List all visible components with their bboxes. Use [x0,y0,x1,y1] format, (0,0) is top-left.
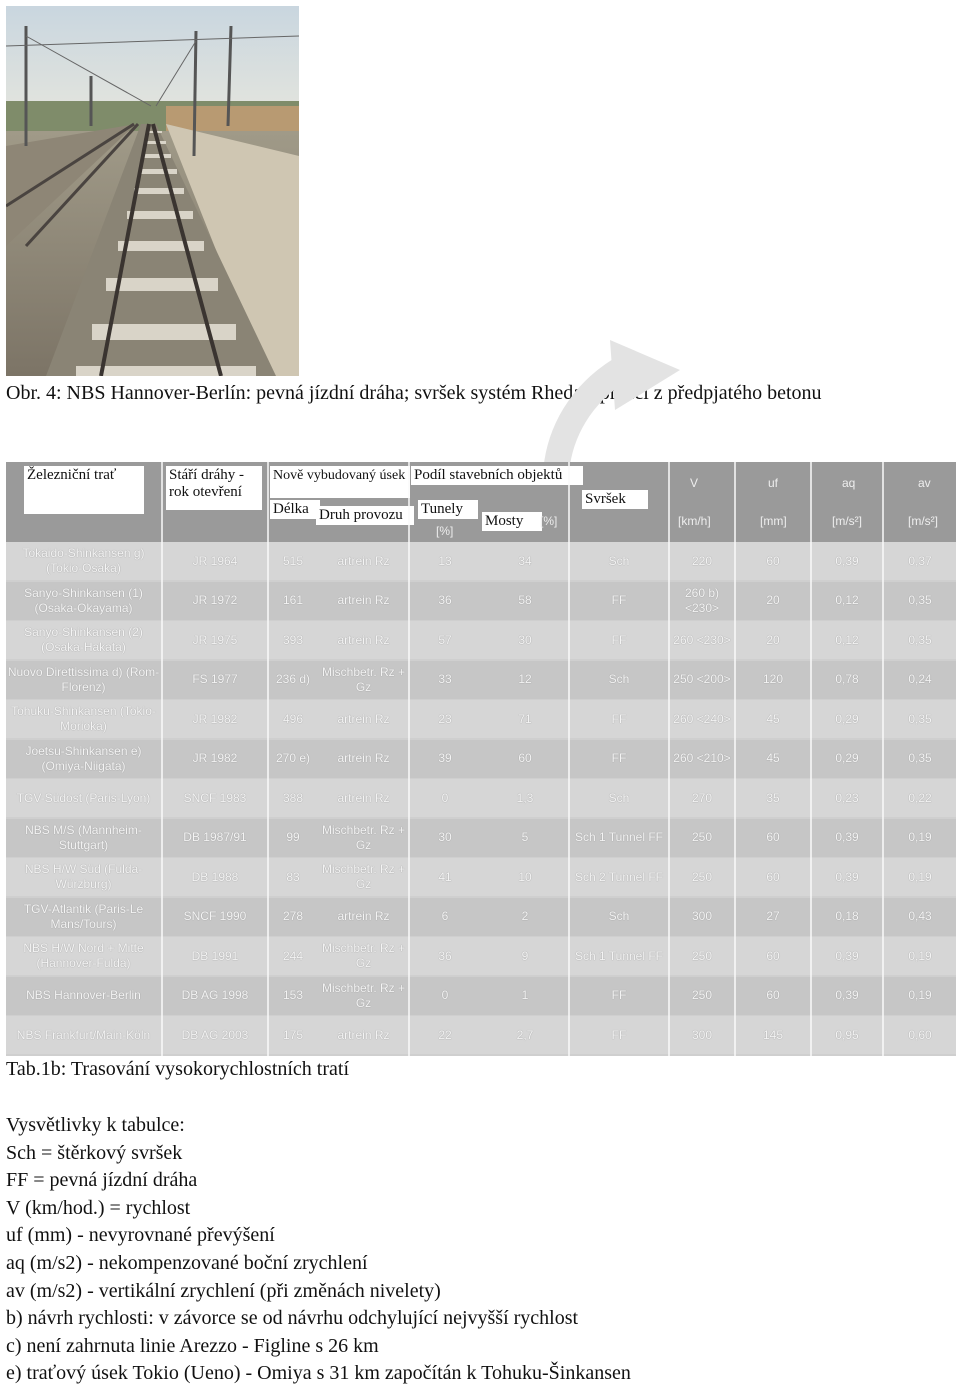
cell-av: 0,60 [908,1027,932,1042]
cell-v: 250 <200> [673,672,731,686]
header-aq: aq [842,476,856,490]
cell-delka: 153 [282,988,304,1002]
cell-trat: NBS Frankfurt/Main-Köln [16,1027,151,1042]
header-druh: Druh provozu [316,506,414,525]
header-stari: Stáří dráhy - rok otevření [166,466,262,510]
cell-svrsek: Sch [608,672,630,686]
cell-av: 0,19 [908,948,932,963]
column-divider [568,462,570,1056]
cell-trat: Tokaido-Shinkansen g) (Tokio-Osaka) [22,546,145,575]
cell-uf: 60 [766,553,780,568]
cell-tunely: 39 [438,751,452,765]
cell-rok: DB 1991 [191,948,239,963]
cell-tunely: 0 [441,988,449,1002]
cell-v: 250 [691,988,713,1002]
cell-aq: 0,39 [835,553,859,568]
cell-tunely: 22 [438,1027,452,1042]
cell-aq: 0,29 [835,711,859,726]
cell-trat: Sanyo-Shinkansen (2) (Osaka-Hakata) [24,625,143,654]
cell-mosty: 12 [518,672,532,686]
cell-tunely: 30 [438,830,452,844]
header-v: V [690,476,699,490]
cell-mosty: 10 [518,869,532,884]
cell-svrsek: FF [611,593,627,607]
cell-v: 300 [691,909,713,923]
header-tunely: Tunely [418,500,478,519]
header-uf: uf [768,476,779,490]
cell-rok: DB AG 1998 [181,988,249,1002]
cell-delka: 515 [282,553,304,568]
cell-delka: 99 [286,830,300,844]
table-row [6,661,956,699]
cell-v: 250 [691,948,713,963]
cell-rok: SNCF 1990 [183,909,247,923]
legend-title: Vysvětlivky k tabulce: [6,1114,185,1136]
cell-uf: 60 [766,869,780,884]
cell-rok: DB 1987/91 [183,830,247,844]
cell-av: 0,19 [908,830,932,844]
cell-tunely: 23 [438,711,452,726]
cell-rok: JR 1982 [192,711,238,726]
cell-aq: 0,78 [835,672,859,686]
cell-mosty: 2 [521,909,529,923]
cell-aq: 0,39 [835,988,859,1002]
cell-av: 0,35 [908,711,932,726]
legend-item: V (km/hod.) = rychlost [6,1196,191,1219]
legend-item: uf (mm) - nevyrovnané převýšení [6,1224,275,1247]
header-podil: Podíl stavebních objektů [411,466,583,485]
cell-aq: 0,18 [835,909,859,923]
cell-trat: Sanyo-Shinkansen (1) (Osaka-Okayama) [24,585,143,615]
column-divider [734,462,736,1056]
cell-svrsek: Sch [608,553,630,568]
cell-tunely: 41 [438,869,452,884]
cell-svrsek: Sch 1 Tunnel FF [574,948,664,963]
legend-item: e) traťový úsek Tokio (Ueno) - Omiya s 31 km započítán k Tohuku-Šinkansen [6,1362,631,1385]
cell-tunely: 13 [438,553,452,568]
cell-av: 0,19 [908,988,932,1002]
column-divider [810,462,812,1056]
cell-delka: 175 [282,1027,304,1042]
cell-rok: DB 1988 [191,869,239,884]
cell-tunely: 36 [438,948,452,963]
cell-rok: JR 1964 [192,553,238,568]
cell-aq: 0,23 [835,790,859,805]
header-aq-unit: [m/s²] [832,514,862,528]
cell-trat: NBS H/W Süd (Fulda-Würzburg) [24,862,143,891]
cell-svrsek: FF [611,711,627,726]
cell-tunely: 6 [441,909,449,923]
cell-tunely: 36 [438,593,452,607]
cell-aq: 0,39 [835,869,859,884]
cell-uf: 60 [766,948,780,963]
column-divider [882,462,884,1056]
cell-svrsek: Sch [608,909,630,923]
cell-av: 0,43 [908,909,932,923]
cell-rok: DB AG 2003 [181,1027,249,1042]
header-delka: Délka [270,500,320,519]
cell-druh: artrein Rz [337,1027,390,1042]
cell-tunely: 57 [438,632,452,647]
table-row [6,621,956,659]
cell-trat: NBS M/S (Mannheim-Stuttgart) [25,822,142,852]
column-divider [668,462,670,1056]
legend-item: aq (m/s2) - nekompenzované boční zrychlení [6,1251,368,1274]
cell-av: 0,35 [908,593,932,607]
cell-svrsek: FF [611,1027,627,1042]
cell-aq: 0,12 [835,593,859,607]
cell-trat: Joetsu-Shinkansen e) (Omiya-Niigata) [25,743,142,773]
cell-druh: Mischbetr. Rz + Gz [321,822,406,852]
column-divider [161,462,163,1056]
header-mosty: Mosty [482,512,542,531]
cell-tunely: 0 [441,790,449,805]
cell-mosty: 71 [518,711,532,726]
table-row [6,819,956,857]
cell-svrsek: Sch 2 Tunnel FF [574,869,664,884]
table-row [6,582,956,620]
header-av: av [918,476,931,490]
cell-mosty: 60 [518,751,532,765]
cell-mosty: 9 [521,948,529,963]
legend-item: av (m/s2) - vertikální zrychlení (při změnách nivelety) [6,1279,441,1302]
cell-v: 260 b) <230> [684,585,720,615]
table-row [6,740,956,778]
header-nove: Nově vybudovaný úsek [270,466,410,498]
cell-uf: 145 [762,1027,784,1042]
cell-druh: artrein Rz [337,751,390,765]
cell-druh: artrein Rz [337,593,390,607]
table-row [6,977,956,1015]
cell-mosty: 2,7 [516,1027,534,1042]
cell-druh: artrein Rz [337,711,390,726]
cell-trat: TGV-Atlantik (Paris-Le Mans/Tours) [23,901,144,931]
cell-druh: artrein Rz [337,790,390,805]
cell-uf: 45 [766,751,780,765]
cell-svrsek: FF [611,751,627,765]
cell-druh: artrein Rz [337,553,390,568]
cell-druh: Mischbetr. Rz + Gz [321,980,406,1010]
column-divider [267,462,269,1056]
railway-track-photo [6,6,299,376]
cell-mosty: 1,3 [516,790,534,805]
legend-item: Sch = štěrkový svršek [6,1141,183,1164]
cell-mosty: 58 [518,593,532,607]
cell-trat: Tohuku-Shinkansen (Tokio-Morioka) [11,704,156,733]
header-mosty-unit: [%] [540,514,558,528]
cell-v: 260 <210> [673,751,731,765]
cell-druh: artrein Rz [337,632,390,647]
table-row [6,779,956,817]
cell-rok: JR 1982 [192,751,238,765]
cell-trat: NBS Hannover-Berlin [26,988,141,1002]
cell-tunely: 33 [438,672,452,686]
cell-v: 250 [691,830,713,844]
cell-svrsek: Sch [608,790,630,805]
cell-svrsek: Sch 1 Tunnel FF [574,830,664,844]
figure-caption: Obr. 4: NBS Hannover-Berlín: pevná jízdní dráha; svršek systém Rheda s pražci z předpjatého betonu [6,382,822,404]
cell-aq: 0,12 [835,632,859,647]
cell-druh: Mischbetr. Rz + Gz [321,664,406,694]
table-row [6,937,956,975]
cell-aq: 0,95 [835,1027,859,1042]
cell-mosty: 34 [518,553,532,568]
cell-av: 0,35 [908,751,932,765]
legend-item: b) návrh rychlosti: v závorce se od návrhu odchylující nejvyšší rychlost [6,1307,579,1330]
cell-delka: 244 [282,948,304,963]
cell-uf: 60 [766,988,780,1002]
cell-svrsek: FF [611,988,627,1002]
table-row [6,898,956,936]
cell-mosty: 5 [521,830,529,844]
cell-v: 270 [691,790,713,805]
cell-svrsek: FF [611,632,627,647]
cell-delka: 236 d) [275,672,311,686]
header-av-unit: [m/s²] [908,514,938,528]
cell-uf: 120 [762,672,784,686]
cell-v: 250 [691,869,713,884]
header-tunely-unit: [%] [436,524,454,538]
cell-av: 0,19 [908,869,932,884]
cell-delka: 496 [282,711,304,726]
cell-uf: 45 [766,711,780,726]
cell-rok: JR 1972 [192,593,238,607]
header-uf-unit: [mm] [760,514,787,528]
cell-uf: 27 [766,909,780,923]
cell-av: 0,35 [908,632,932,647]
cell-aq: 0,39 [835,948,859,963]
cell-druh: artrein Rz [337,909,390,923]
cell-druh: Mischbetr. Rz + Gz [321,862,406,891]
legend [6,1112,631,1388]
cell-v: 260 <230> [673,632,731,647]
cell-aq: 0,29 [835,751,859,765]
header-v-unit: [km/h] [678,514,711,528]
cell-rok: JR 1975 [192,632,238,647]
table-header [6,462,956,542]
cell-delka: 83 [286,869,300,884]
cell-av: 0,24 [908,672,932,686]
cell-v: 260 <240> [673,711,731,726]
cell-delka: 278 [282,909,304,923]
cell-delka: 393 [282,632,304,647]
photo-svg [6,6,299,376]
speed-lines-table [6,462,956,1056]
cell-trat: NBS H/W Nord + Mitte (Hannover-Fulda) [23,941,144,970]
cell-delka: 161 [282,593,304,607]
cell-druh: Mischbetr. Rz + Gz [321,941,406,970]
cell-uf: 35 [766,790,780,805]
table-row [6,858,956,896]
cell-delka: 270 e) [275,751,311,765]
table-row [6,1016,956,1054]
cell-rok: FS 1977 [192,672,238,686]
cell-av: 0,37 [908,553,932,568]
header-trat: Železniční trať [24,466,144,514]
table-row [6,542,956,580]
cell-trat: TGV-Südost (Paris-Lyon) [16,790,151,805]
cell-delka: 388 [282,790,304,805]
legend-item: c) není zahrnuta linie Arezzo - Figline s 26 km [6,1334,379,1357]
cell-trat: Nuovo Direttissima d) (Rom-Florenz) [7,664,160,694]
legend-item: FF = pevná jízdní dráha [6,1169,198,1192]
cell-mosty: 30 [518,632,532,647]
column-divider [408,462,410,1056]
cell-rok: SNCF 1983 [183,790,247,805]
cell-aq: 0,39 [835,830,859,844]
cell-v: 300 [691,1027,713,1042]
cell-v: 220 [691,553,713,568]
cell-uf: 60 [766,830,780,844]
cell-av: 0,22 [908,790,932,805]
table-row [6,700,956,738]
cell-uf: 20 [766,593,780,607]
cell-uf: 20 [766,632,780,647]
header-svrsek: Svršek [582,490,648,509]
table-caption: Tab.1b: Trasování vysokorychlostních tratí [6,1058,350,1080]
cell-mosty: 1 [521,988,529,1002]
